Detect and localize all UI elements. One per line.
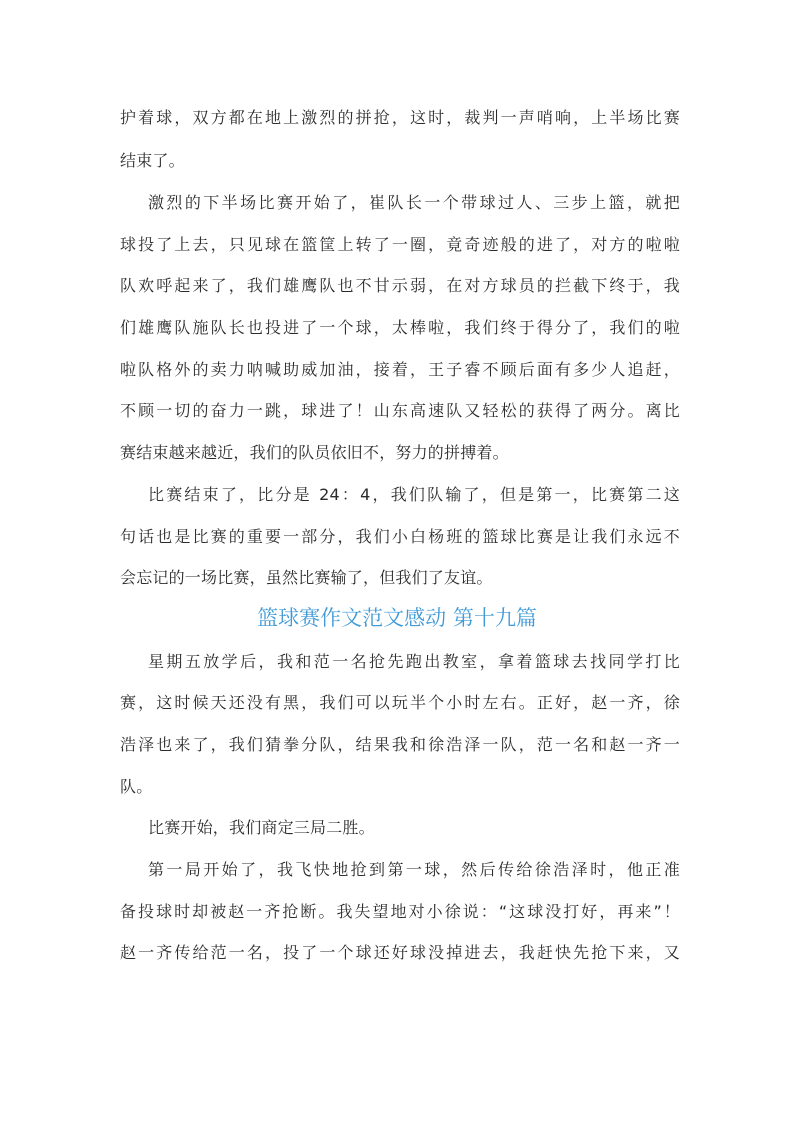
paragraph-line: 球投了上去，只见球在篮筐上转了一圈，竟奇迹般的进了，对方的啦啦 xyxy=(120,235,680,254)
paragraph-line: 不顾一切的奋力一跳，球进了！山东高速队又轻松的获得了两分。离比 xyxy=(120,401,680,420)
paragraph-line: 结束了。 xyxy=(120,151,185,170)
paragraph-line: 比赛开始，我们商定三局二胜。 xyxy=(148,818,375,837)
paragraph-line: 星期五放学后，我和范一名抢先跑出教室，拿着篮球去找同学打比 xyxy=(148,652,680,671)
section-heading: 篮球赛作文范文感动 第十九篇 xyxy=(257,606,537,630)
paragraph-line: 比赛结束了，比分是 24：4，我们队输了，但是第一，比赛第二这 xyxy=(148,485,680,504)
paragraph-line: 句话也是比赛的重要一部分，我们小白杨班的篮球比赛是让我们永远不 xyxy=(120,527,680,546)
paragraph-line: 啦队格外的卖力呐喊助威加油，接着，王子睿不顾后面有多少人追赶， xyxy=(120,360,680,379)
paragraph-line: 队欢呼起来了，我们雄鹰队也不甘示弱，在对方球员的拦截下终于，我 xyxy=(120,276,680,295)
paragraph-line: 赛，这时候天还没有黑，我们可以玩半个小时左右。正好，赵一齐，徐 xyxy=(120,693,680,712)
paragraph-line: 们雄鹰队施队长也投进了一个球，太棒啦，我们终于得分了，我们的啦 xyxy=(120,318,680,337)
paragraph-line: 浩泽也来了，我们猜拳分队，结果我和徐浩泽一队，范一名和赵一齐一 xyxy=(120,735,680,754)
paragraph-line: 会忘记的一场比赛，虽然比赛输了，但我们了友谊。 xyxy=(120,568,493,587)
paragraph-line: 备投球时却被赵一齐抢断。我失望地对小徐说：“这球没打好，再来”！ xyxy=(120,902,680,921)
paragraph-line: 护着球，双方都在地上激烈的拼抢，这时，裁判一声哨响，上半场比赛 xyxy=(120,108,680,127)
paragraph-line: 赛结束越来越近，我们的队员依旧不，努力的拼搏着。 xyxy=(120,443,509,462)
paragraph-line: 赵一齐传给范一名，投了一个球还好球没掉进去，我赶快先抢下来，又 xyxy=(120,943,680,962)
paragraph-line: 队。 xyxy=(120,777,153,796)
paragraph-line: 激烈的下半场比赛开始了，崔队长一个带球过人、三步上篮，就把 xyxy=(148,193,680,212)
paragraph-line: 第一局开始了，我飞快地抢到第一球，然后传给徐浩泽时，他正准 xyxy=(148,860,680,879)
